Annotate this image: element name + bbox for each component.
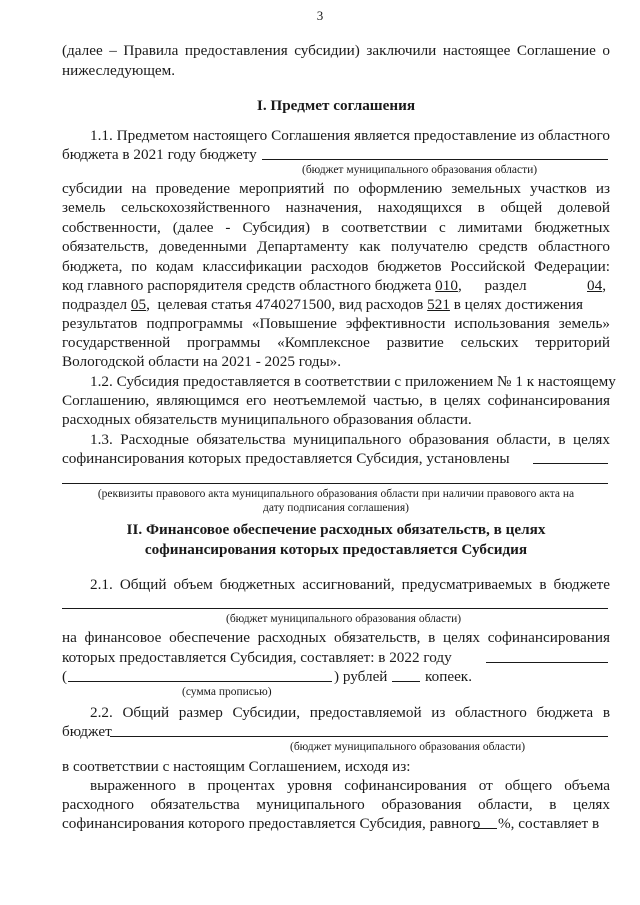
p22-line-1: 2.2. Общий размер Субсидии, предоставляемой из областного бюджета в <box>90 704 610 721</box>
p11-body-line-3: собственности, (далее - Субсидия) в соответствии с лимитами бюджетных <box>62 219 610 236</box>
p21-line-4-kopeks: копеек. <box>425 668 472 685</box>
subsection-line-text-b: , целевая статья 4740271500, вид расходов <box>146 296 424 313</box>
code-chief-administrator: 010 <box>435 277 458 294</box>
p13-blank-end <box>533 463 608 464</box>
p21-line-2: на финансовое обеспечение расходных обязательств, в целях софинансирования <box>62 629 610 646</box>
codes-line-text-b: , раздел <box>457 277 527 294</box>
subsection-line <box>62 295 610 314</box>
p21-line-4-rubles: ) рублей <box>334 668 388 685</box>
subsection-line-text-c: в целях достижения <box>453 296 583 313</box>
p11-tail-line-2: государственной программы «Комплексное развитие сельских территорий <box>62 334 610 351</box>
p21-line-1: 2.1. Общий объем бюджетных ассигнований, предусматриваемых в бюджете <box>90 576 610 593</box>
note-budget-mo: (бюджет муниципального образования области) <box>302 164 538 176</box>
p21-amount-2022-blank <box>486 662 608 663</box>
p13-line-2: софинансирования которых предоставляется Субсидия, установлены <box>62 450 510 467</box>
p22-line-6-a: софинансирования которого предоставляется Субсидия, равного <box>62 815 481 832</box>
p11-body-line-5: бюджета, по кодам классификации расходов бюджетов Российской Федерации: <box>62 258 610 275</box>
code-podrazdel: 05 <box>130 296 147 313</box>
p22-budget-blank <box>110 736 608 737</box>
note-sum-in-words: (сумма прописью) <box>182 686 272 698</box>
p12-line-1: 1.2. Субсидия предоставляется в соответствии с приложением № 1 к настоящему <box>90 373 616 390</box>
note-act-line-1: (реквизиты правового акта муниципального образования области при наличии правового акта на <box>97 488 575 500</box>
p22-line-2: бюджет <box>62 723 112 740</box>
p11-tail-line-3: Вологодской области на 2021 - 2025 годы». <box>62 353 342 370</box>
p11-body-line-4: обязательств, доведенными Департаменту как получателю средств областного <box>62 238 610 255</box>
p11-tail-line-1: результатов подпрограммы «Повышение эффективности использования земель» <box>62 315 610 332</box>
subsection-line-text-a: подраздел <box>62 296 128 313</box>
p22-line-6-b: %, составляет в <box>498 815 600 832</box>
budget-mo-blank <box>262 159 608 160</box>
p11-body-line-2: земель сельскохозяйственного назначения, находящихся в общей долевой <box>62 199 610 216</box>
intro-line-1: (далее – Правила предоставления субсидии) заключили настоящее Соглашение о <box>62 42 610 59</box>
p21-blank-budget <box>62 608 608 609</box>
p21-line-3: которых предоставляется Субсидия, составляет: в 2022 году <box>62 649 452 666</box>
p12-line-2: Соглашению, являющимся его неотъемлемой частью, в целях софинансирования <box>62 392 610 409</box>
codes-line <box>62 276 610 295</box>
page-number: 3 <box>316 8 324 23</box>
codes-line-text-c: , <box>602 277 606 294</box>
note-act-line-2: дату подписания соглашения) <box>263 502 409 514</box>
section-2-heading-line-1: II. Финансовое обеспечение расходных обязательств, в целях <box>126 521 546 538</box>
section-1-heading: I. Предмет соглашения <box>256 97 416 114</box>
p11-body-line-1: субсидии на проведение мероприятий по оформлению земельных участков из <box>62 180 610 197</box>
p21-kopeks-blank <box>392 681 420 682</box>
note-budget-mo-3: (бюджет муниципального образования области) <box>290 741 526 753</box>
p21-line-4-open: ( <box>62 668 68 685</box>
p22-line-5: расходного обязательства муниципального образования области, в целях <box>62 796 610 813</box>
p12-line-3: расходных обязательств муниципального образования области. <box>62 411 472 428</box>
p13-line-1: 1.3. Расходные обязательства муниципального образования области, в целях <box>90 431 610 448</box>
p22-line-4: выраженного в процентах уровня софинансирования от общего объема <box>90 777 610 794</box>
p21-sum-words-blank <box>68 681 332 682</box>
p22-line-3: в соответствии с настоящим Соглашением, исходя из: <box>62 758 411 775</box>
p11-line-2 <box>62 145 257 164</box>
p13-blank-line <box>62 483 608 484</box>
p22-percent-blank <box>473 828 497 829</box>
note-budget-mo-2: (бюджет муниципального образования области) <box>226 613 462 625</box>
p11-line-1: 1.1. Предметом настоящего Соглашения является предоставление из областного <box>90 127 610 144</box>
intro-line-2: нижеследующем. <box>62 62 176 79</box>
p11-line-2-text: бюджета в 2021 году бюджету <box>62 146 257 163</box>
codes-line-text-a: код главного распорядителя средств областного бюджета <box>62 277 432 294</box>
section-2-heading-line-2: софинансирования которых предоставляется Субсидия <box>144 541 528 558</box>
code-vid-rashodov: 521 <box>427 296 450 313</box>
code-razdel: 04 <box>587 277 603 294</box>
